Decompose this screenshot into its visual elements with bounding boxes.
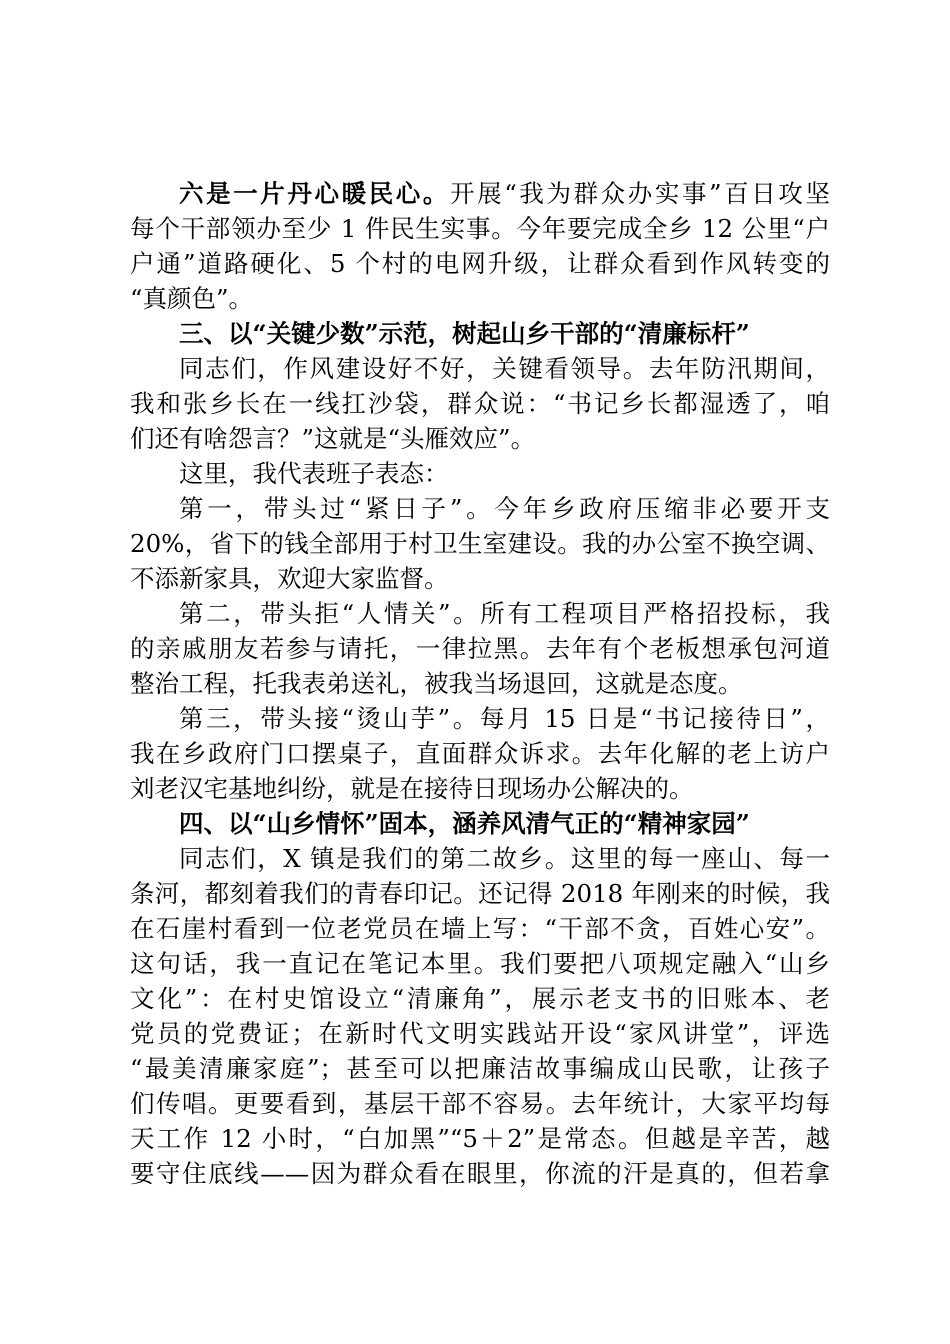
paragraph-line: 整治工程，托我表弟送礼，被我当场退回，这就是态度。 xyxy=(130,669,743,698)
paragraph-six-warm-hearts xyxy=(130,176,830,316)
document-body xyxy=(130,176,830,1191)
paragraph-line: “最美清廉家庭”；甚至可以把廉洁故事编成山民歌，让孩子 xyxy=(130,1054,830,1083)
paragraph-line: 同志们，X 镇是我们的第二故乡。这里的每一座山、每一 xyxy=(179,844,830,873)
paragraph-third-hot-potato xyxy=(130,701,830,806)
paragraph-line xyxy=(130,176,830,211)
paragraph-line: 我在乡政府门口摆桌子，直面群众诉求。去年化解的老上访户 xyxy=(130,739,830,768)
paragraph-line: 要守住底线——因为群众看在眼里，你流的汗是真的，但若拿 xyxy=(130,1159,830,1188)
paragraph-second-hometown xyxy=(130,841,830,1191)
paragraph-line-text: 开展“我为群众办实事”百日攻坚 xyxy=(450,179,830,208)
section-heading-three: 三、以“关键少数”示范，树起山乡干部的“清廉标杆” xyxy=(179,319,750,348)
paragraph-line: 这里，我代表班子表态： xyxy=(179,459,449,488)
paragraph-line: 条河，都刻着我们的青春印记。还记得 2018 年刚来的时候，我 xyxy=(130,879,830,908)
paragraph-line: 第三，带头接“烫山芋”。每月 15 日是“书记接待日”， xyxy=(179,704,830,733)
paragraph-lead: 六是一片丹心暖民心。 xyxy=(179,179,451,208)
paragraph-line: 们还有啥怨言？”这就是“头雁效应”。 xyxy=(130,424,536,453)
paragraph-line: 的亲戚朋友若参与请托，一律拉黑。去年有个老板想承包河道 xyxy=(130,634,830,663)
paragraph-line: 每个干部领办至少 1 件民生实事。今年要完成全乡 12 公里“户 xyxy=(130,214,830,243)
paragraph-line: 第一，带头过“紧日子”。今年乡政府压缩非必要开支 xyxy=(179,494,830,523)
paragraph-line: 第二，带头拒“人情关”。所有工程项目严格招投标，我 xyxy=(179,599,830,628)
paragraph-first-tight-budget xyxy=(130,491,830,596)
paragraph-line: 文化”：在村史馆设立“清廉角”，展示老支书的旧账本、老 xyxy=(130,984,830,1013)
paragraph-line: 在石崖村看到一位老党员在墙上写：“干部不贪，百姓心安”。 xyxy=(130,914,830,943)
paragraph-line: 天工作 12 小时，“白加黑”“5＋2”是常态。但越是辛苦，越 xyxy=(130,1124,830,1153)
paragraph-line: 我和张乡长在一线扛沙袋，群众说：“书记乡长都湿透了，咱 xyxy=(130,389,830,418)
paragraph-line: 同志们，作风建设好不好，关键看领导。去年防汛期间， xyxy=(179,354,830,383)
paragraph-line: “真颜色”。 xyxy=(130,284,254,313)
paragraph-leadership xyxy=(130,351,830,456)
paragraph-line: 20%，省下的钱全部用于村卫生室建设。我的办公室不换空调、 xyxy=(130,529,830,558)
paragraph-line: 刘老汉宅基地纠纷，就是在接待日现场办公解决的。 xyxy=(130,774,694,803)
paragraph-line: 党员的党费证；在新时代文明实践站开设“家风讲堂”，评选 xyxy=(130,1019,830,1048)
paragraph-team-statement xyxy=(130,456,830,491)
paragraph-line: 这句话，我一直记在笔记本里。我们要把八项规定融入“山乡 xyxy=(130,949,830,978)
section-heading-four: 四、以“山乡情怀”固本，涵养风清气正的“精神家园” xyxy=(179,809,750,838)
paragraph-second-refuse-favors xyxy=(130,596,830,701)
paragraph-line: 不添新家具，欢迎大家监督。 xyxy=(130,564,449,593)
paragraph-line: 们传唱。更要看到，基层干部不容易。去年统计，大家平均每 xyxy=(130,1089,830,1118)
paragraph-line: 户通”道路硬化、5 个村的电网升级，让群众看到作风转变的 xyxy=(130,249,830,278)
